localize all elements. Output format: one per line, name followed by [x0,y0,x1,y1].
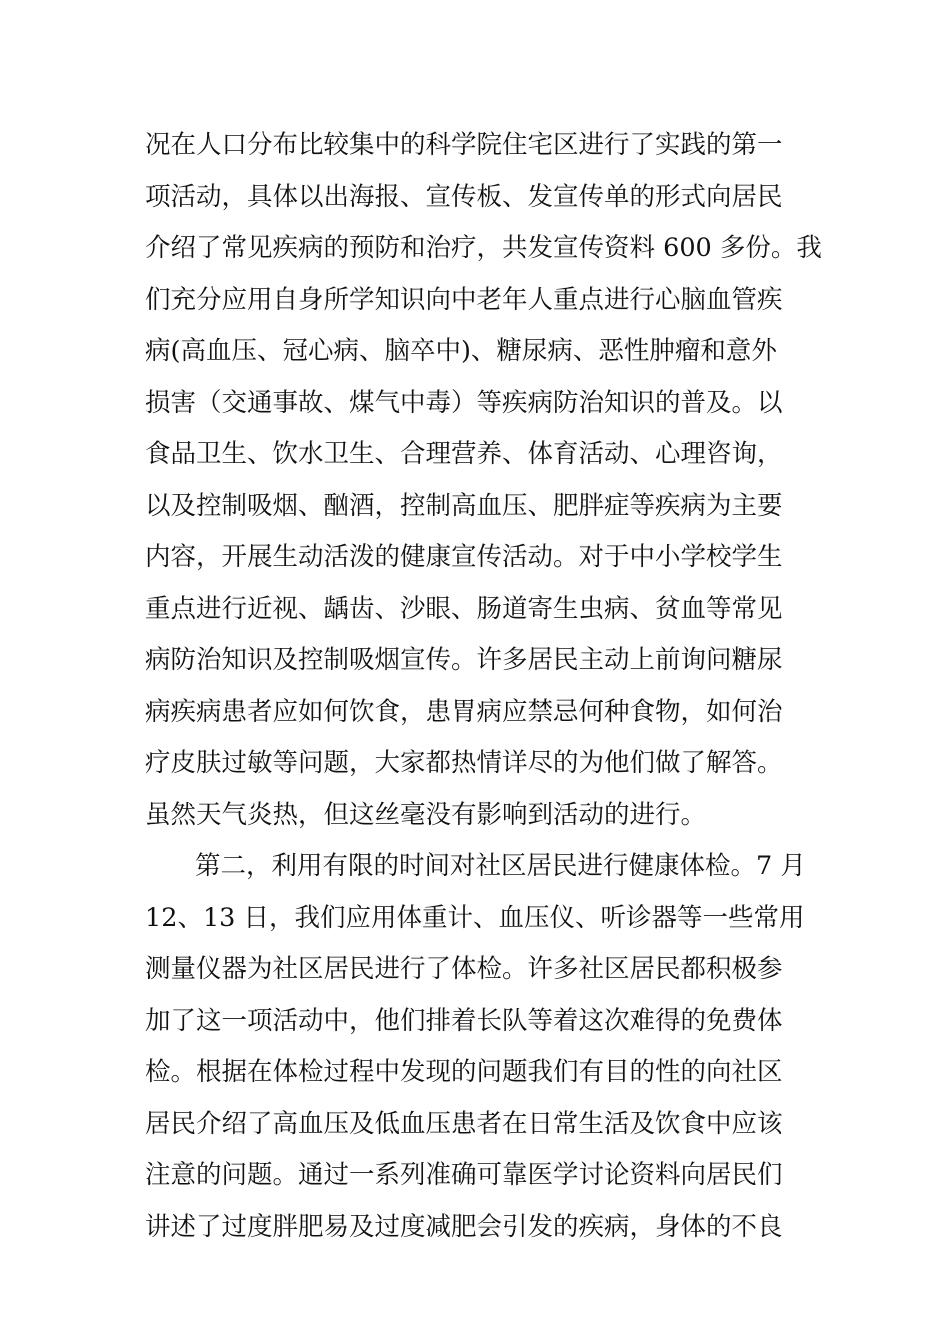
text-line: 12、13 日，我们应用体重计、血压仪、听诊器等一些常用 [145,902,805,933]
text-line: 加了这一项活动中，他们排着长队等着这次难得的免费体 [145,1005,783,1036]
text-line: 讲述了过度胖肥易及过度减肥会引发的疾病，身体的不良 [145,1211,783,1242]
text-line: 测量仪器为社区居民进行了体检。许多社区居民都积极参 [145,954,783,984]
paragraph-start-line: 第二，利用有限的时间对社区居民进行健康体检。7 月 [195,851,806,881]
text-line: 以及控制吸烟、酗酒，控制高血压、肥胖症等疾病为主要 [145,490,783,521]
text-line: 损害（交通事故、煤气中毒）等疾病防治知识的普及。以 [145,387,783,418]
body-text [145,120,822,1253]
text-line: 病疾病患者应如何饮食，患胃病应禁忌何种食物，如何治 [145,696,783,727]
text-line: 们充分应用自身所学知识向中老年人重点进行心脑血管疾 [145,284,783,315]
text-line: 检。根据在体检过程中发现的问题我们有目的性的向社区 [145,1057,783,1087]
text-line: 注意的问题。通过一系列准确可靠医学讨论资料向居民们 [145,1160,783,1190]
text-line: 居民介绍了高血压及低血压患者在日常生活及饮食中应该 [145,1108,783,1139]
text-line: 况在人口分布比较集中的科学院住宅区进行了实践的第一 [145,130,783,160]
text-line: 病(高血压、冠心病、脑卒中)、糖尿病、恶性肿瘤和意外 [145,336,777,366]
text-line: 介绍了常见疾病的预防和治疗，共发宣传资料 600 多份。我 [145,233,822,263]
text-line: 病防治知识及控制吸烟宣传。许多居民主动上前询问糖尿 [145,645,783,675]
text-line: 项活动，具体以出海报、宣传板、发宣传单的形式向居民 [145,181,783,212]
text-line: 内容，开展生动活泼的健康宣传活动。对于中小学校学生 [145,542,783,572]
text-line: 疗皮肤过敏等问题，大家都热情详尽的为他们做了解答。 [145,748,783,778]
text-line: 重点进行近视、龋齿、沙眼、肠道寄生虫病、贫血等常见 [145,593,783,624]
text-line: 虽然天气炎热，但这丝毫没有影响到活动的进行。 [145,799,707,830]
text-line: 食品卫生、饮水卫生、合理营养、体育活动、心理咨询， [145,439,783,469]
